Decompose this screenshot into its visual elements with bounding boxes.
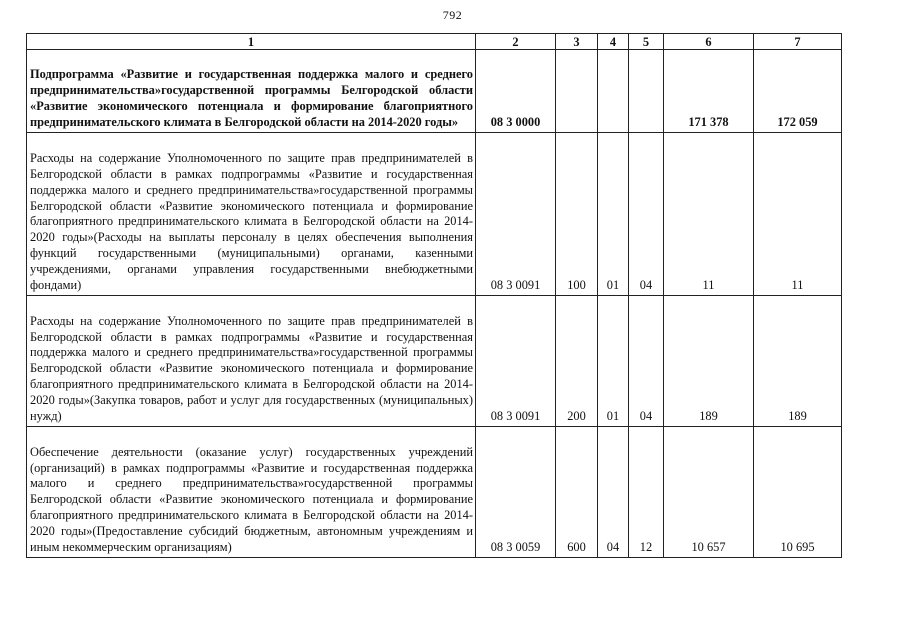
column-header: 3 — [556, 34, 598, 50]
row-c3: 200 — [556, 296, 598, 427]
row-c6: 171 378 — [664, 50, 754, 133]
row-c7: 189 — [754, 296, 842, 427]
row-c6: 11 — [664, 133, 754, 296]
table-row — [27, 133, 842, 296]
row-c7: 11 — [754, 133, 842, 296]
row-c6: 189 — [664, 296, 754, 427]
row-description: Расходы на содержание Уполномоченного по защите прав предпринимателей в Белгородской области в рамках подпрограммы «Развитие и государственная поддержка малого и среднего предпринимательства»государственной программы Белгородской области «Развитие экономического потенциала и формирование благоприятного предпринимательского климата в Белгородской области на 2014-2020 годы»(Закупка товаров, работ и услуг для государственных (муниципальных) нужд) — [27, 296, 476, 427]
row-description: Расходы на содержание Уполномоченного по защите прав предпринимателей в Белгородской области в рамках подпрограммы «Развитие и государственная поддержка малого и среднего предпринимательства»государственной программы Белгородской области «Развитие экономического потенциала и формирование благоприятного предпринимательского климата в Белгородской области на 2014-2020 годы»(Расходы на выплаты персоналу в целях обеспечения выполнения функций государственными (муниципальными) органами, казенными учреждениями, органами управления государственными внебюджетными фондами) — [27, 133, 476, 296]
row-code: 08 3 0059 — [476, 427, 556, 558]
row-description: Обеспечение деятельности (оказание услуг) государственных учреждений (организаций) в рамках подпрограммы «Развитие и государственная поддержка малого и среднего предпринимательства»государственной программы Белгородской области «Развитие экономического потенциала и формирование благоприятного предпринимательского климата в Белгородской области на 2014-2020 годы»(Предоставление субсидий бюджетным, автономным учреждениям и иным некоммерческим организациям) — [27, 427, 476, 558]
row-c5: 04 — [629, 133, 664, 296]
row-code: 08 3 0091 — [476, 296, 556, 427]
column-header: 6 — [664, 34, 754, 50]
table-row — [27, 50, 842, 133]
row-c4: 04 — [598, 427, 629, 558]
row-c4 — [598, 50, 629, 133]
row-c5: 04 — [629, 296, 664, 427]
budget-table — [26, 33, 842, 558]
column-header: 4 — [598, 34, 629, 50]
row-c3 — [556, 50, 598, 133]
column-header: 5 — [629, 34, 664, 50]
row-c6: 10 657 — [664, 427, 754, 558]
page-number: 792 — [442, 8, 463, 22]
row-code: 08 3 0091 — [476, 133, 556, 296]
row-c7: 172 059 — [754, 50, 842, 133]
row-c4: 01 — [598, 133, 629, 296]
row-c4: 01 — [598, 296, 629, 427]
column-header: 7 — [754, 34, 842, 50]
row-c3: 100 — [556, 133, 598, 296]
table-header-row — [27, 34, 842, 50]
row-description: Подпрограмма «Развитие и государственная поддержка малого и среднего предпринимательства»государственной программы Белгородской области «Развитие экономического потенциала и формирование благоприятного предпринимательского климата в Белгородской области на 2014-2020 годы» — [27, 50, 476, 133]
row-code: 08 3 0000 — [476, 50, 556, 133]
row-c5 — [629, 50, 664, 133]
row-c5: 12 — [629, 427, 664, 558]
table-row — [27, 427, 842, 558]
column-header: 2 — [476, 34, 556, 50]
row-c3: 600 — [556, 427, 598, 558]
row-c7: 10 695 — [754, 427, 842, 558]
table-row — [27, 296, 842, 427]
column-header: 1 — [27, 34, 476, 50]
